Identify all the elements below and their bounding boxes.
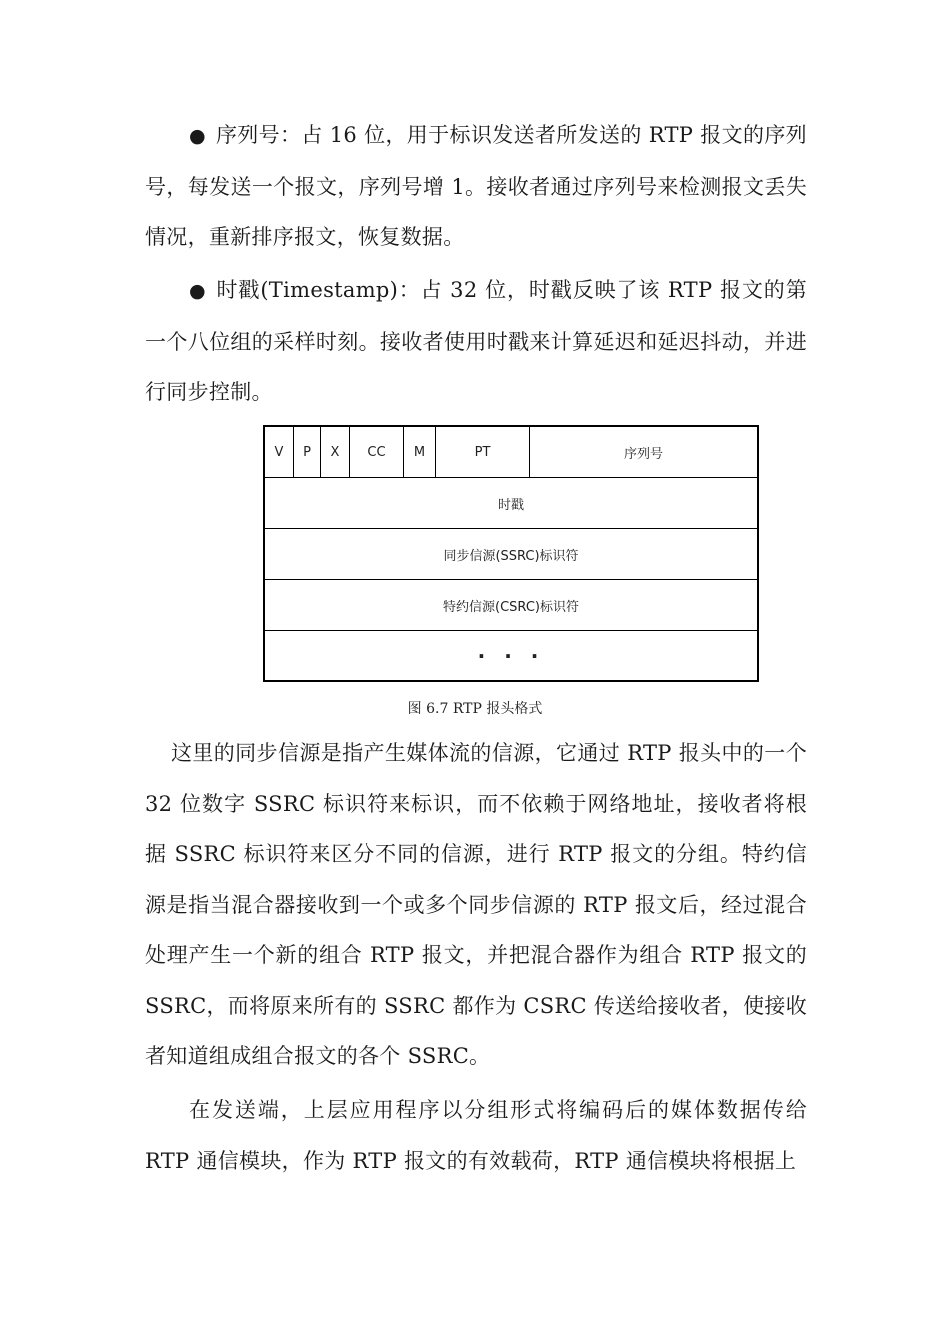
sequence-number-text: 序列号：占 16 位，用于标识发送者所发送的 RTP 报文的序列号，每发送一个报文，序列号增 1。接收者通过序列号来检测报文丢失情况，重新排序报文，恢复数据。 <box>145 123 807 249</box>
field-p: P <box>294 427 321 477</box>
field-sequence-number: 序列号 <box>623 446 663 462</box>
rtp-header-diagram <box>263 425 759 682</box>
sender-paragraph: 在发送端，上层应用程序以分组形式将编码后的媒体数据传给 RTP 通信模块，作为 RTP 报文的有效载荷，RTP 通信模块将根据上 <box>145 1098 807 1173</box>
ssrc-row: 同步信源(SSRC)标识符 <box>265 528 757 580</box>
timestamp-row: 时戳 <box>265 477 757 529</box>
bullet-icon: ● <box>189 125 206 147</box>
ssrc-paragraph: 这里的同步信源是指产生媒体流的信源，它通过 RTP 报头中的一个 32 位数字 SSRC 标识符来标识，而不依赖于网络地址，接收者将根据 SSRC 标识符来区分不同的信源，进行 RTP 报文的分组。特约信源是指当混合器接收到一个或多个同步信源的 RTP 报文后，经过混合处理产生一个新的组合 RTP 报文，并把混合器作为组合 RTP 报文的 SSRC，而将原来所有的 SSRC 都作为 CSRC 传送给接收者，使接收者知道组成组合报文的各个 SSRC。 <box>145 741 807 1068</box>
field-v: V <box>265 427 294 477</box>
field-m: M <box>404 427 436 477</box>
bullet-icon: ● <box>189 280 207 302</box>
csrc-row: 特约信源(CSRC)标识符 <box>265 579 757 631</box>
sequence-number-bullet <box>145 110 807 263</box>
more-fields-row: · · · <box>265 630 757 681</box>
field-cc: CC <box>350 427 404 477</box>
field-x: X <box>321 427 350 477</box>
timestamp-text: 时戳(Timestamp)：占 32 位，时戳反映了该 RTP 报文的第一个八位组的采样时刻。接收者使用时戳来计算延迟和延迟抖动，并进行同步控制。 <box>145 278 807 404</box>
header-fields-row <box>265 427 757 477</box>
timestamp-bullet <box>145 265 807 418</box>
field-pt: PT <box>436 427 530 477</box>
figure-caption: 图 6.7 RTP 报头格式 <box>407 701 543 717</box>
